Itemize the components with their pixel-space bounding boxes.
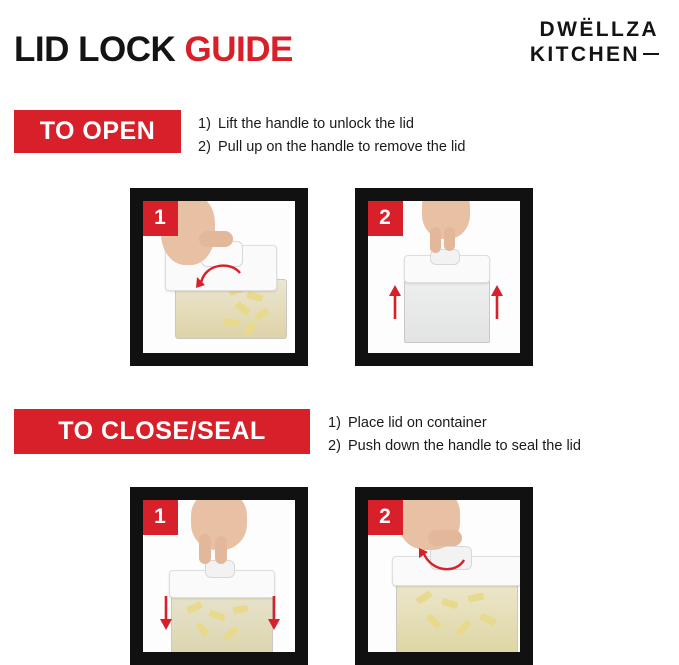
step-number: 2) (328, 438, 341, 455)
steps-to-open (198, 113, 465, 160)
photo-badge: 2 (367, 200, 403, 236)
brand-name-line1: DWËLLZA (539, 18, 659, 41)
rotate-arrow-icon (416, 546, 470, 580)
step-line (328, 412, 581, 435)
page-header (0, 18, 679, 82)
photo-badge: 2 (367, 499, 403, 535)
arrow-down-icon (159, 596, 173, 630)
section-banner-to-open (14, 110, 181, 153)
brand-logo (530, 18, 659, 68)
step-text: Lift the handle to unlock the lid (218, 116, 414, 132)
finger-illustration (199, 534, 211, 564)
step-text: Push down the handle to seal the lid (348, 438, 581, 455)
arrow-down-icon (267, 596, 281, 630)
step-text: Pull up on the handle to remove the lid (218, 139, 466, 156)
container-illustration (396, 580, 518, 652)
finger-illustration (215, 536, 227, 564)
photo-frame-open-step-2 (355, 188, 533, 366)
container-illustration (171, 592, 273, 652)
section-banner-to-close (14, 409, 310, 454)
photo-frame-close-step-2 (355, 487, 533, 665)
steps-to-close (328, 412, 581, 459)
finger-illustration (430, 227, 441, 253)
section-banner-to-open-label: TO OPEN (39, 117, 156, 145)
brand-rule (643, 53, 659, 55)
step-line (198, 136, 465, 159)
step-number: 1) (198, 116, 211, 132)
container-illustration (404, 281, 490, 343)
photo-badge: 1 (142, 499, 178, 535)
page-title-primary: LID LOCK (14, 30, 176, 69)
arrow-up-icon (388, 285, 402, 319)
step-line (198, 113, 465, 136)
arrow-up-icon (490, 285, 504, 319)
photo-frame-open-step-1 (130, 188, 308, 366)
section-banner-to-close-label: TO CLOSE/SEAL (58, 417, 266, 445)
photo-badge: 1 (142, 200, 178, 236)
page-title-accent: GUIDE (184, 30, 293, 69)
finger-illustration (199, 231, 233, 247)
step-number: 1) (328, 415, 341, 431)
step-number: 2) (198, 139, 211, 156)
photo-frame-close-step-1 (130, 487, 308, 665)
step-text: Place lid on container (348, 415, 487, 431)
finger-illustration (444, 227, 455, 251)
finger-illustration (428, 530, 462, 546)
rotate-arrow-icon (195, 257, 247, 291)
page-title (14, 30, 293, 70)
step-line (328, 435, 581, 458)
brand-name-line2: KITCHEN (529, 42, 640, 66)
